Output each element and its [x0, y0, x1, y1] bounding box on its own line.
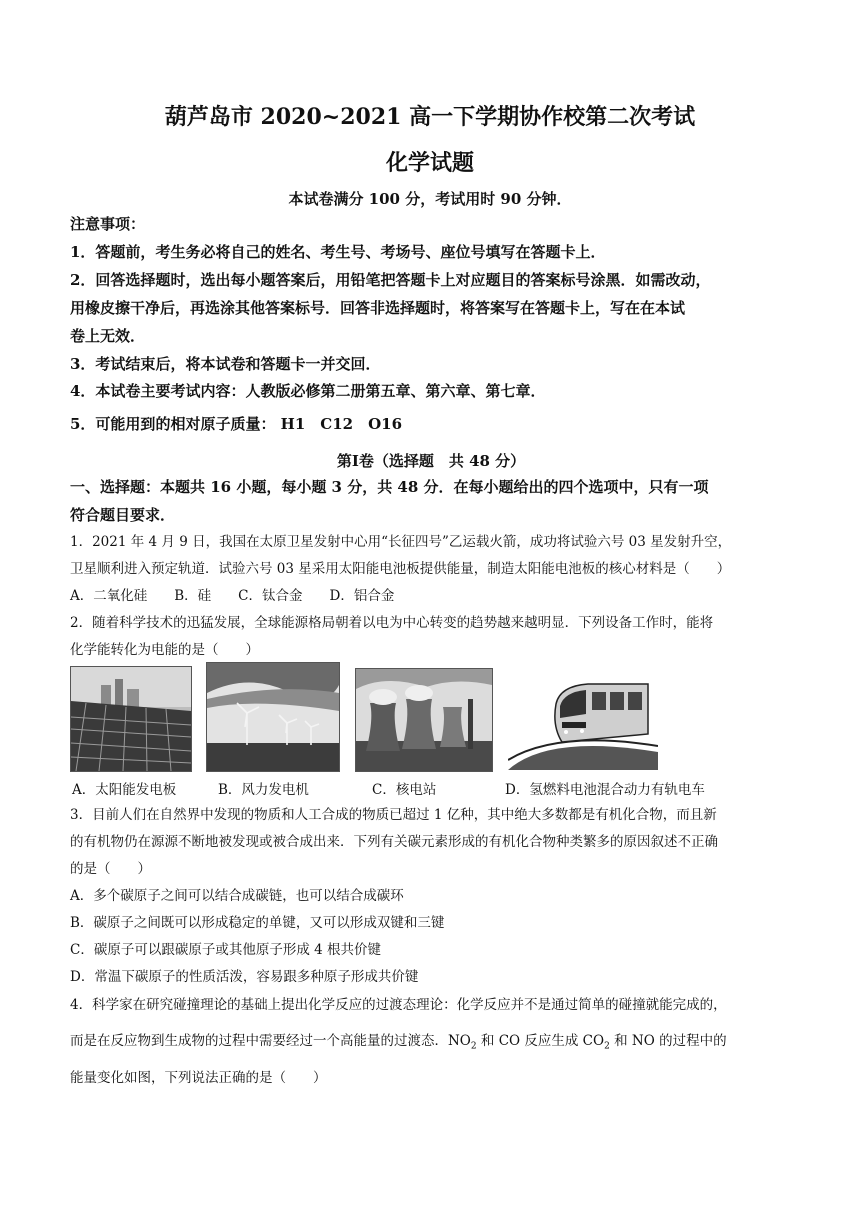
tram-photo — [508, 664, 658, 770]
q2-stem-b: 化学能转化为电能的是（ ） — [70, 642, 259, 658]
note-1: 1．答题前，考生务必将自己的姓名、考生号、考场号、座位号填写在答题卡上． — [70, 243, 606, 261]
exam-title: 葫芦岛市 2020~2021 高一下学期协作校第二次考试 — [164, 104, 696, 130]
q4-stem-a: 4．科学家在研究碰撞理论的基础上提出化学反应的过渡态理论：化学反应并不是通过简单的碰撞就能完成的， — [70, 997, 727, 1013]
q1-options: A．二氧化硅 B．硅 C．钛合金 D．铝合金 — [70, 588, 395, 604]
q2-option-b: B．风力发电机 — [218, 782, 309, 798]
q2-stem-a: 2．随着科学技术的迅猛发展，全球能源格局朝着以电为中心转变的趋势越来越明显．下列设备工作时，能将 — [70, 615, 714, 631]
note-2c: 卷上无效． — [70, 327, 146, 345]
q1-stem-b: 卫星顺利进入预定轨道．试验六号 03 星采用太阳能电池板提供能量，制造太阳能电池板的核心材料是（ ） — [70, 561, 731, 577]
section-instruction-b: 符合题目要求． — [70, 506, 176, 524]
notes-heading: 注意事项： — [70, 215, 146, 233]
section-instruction-a: 一、选择题：本题共 16 小题，每小题 3 分，共 48 分．在每小题给出的四个选项中，只有一项 — [70, 478, 709, 496]
note-3: 3．考试结束后，将本试卷和答题卡一并交回． — [70, 355, 381, 373]
q3-stem-b: 的有机物仍在源源不断地被发现或被合成出来．下列有关碳元素形成的有机化合物种类繁多的原因叙述不正确 — [70, 834, 718, 850]
q3-option-c: C．碳原子可以跟碳原子或其他原子形成 4 根共价键 — [70, 942, 382, 958]
co2-subscript: 2 — [604, 1041, 610, 1052]
q4-stem-c: 能量变化如图，下列说法正确的是（ ） — [70, 1070, 327, 1086]
q3-option-d: D．常温下碳原子的性质活泼，容易跟多种原子形成共价键 — [70, 969, 419, 985]
q4-stem-b — [70, 1031, 792, 1057]
q2-option-a: A．太阳能发电板 — [72, 782, 177, 798]
no2-subscript: 2 — [470, 1041, 477, 1052]
q4-stem-b1: 而是在反应物到生成物的过程中需要经过一个高能量的过渡态．NO — [70, 1033, 471, 1049]
q3-option-b: B．碳原子之间既可以形成稳定的单键，又可以形成双键和三键 — [70, 915, 445, 931]
note-5: 5．可能用到的相对原子质量： H1 C12 O16 — [70, 415, 403, 433]
q3-option-a: A．多个碳原子之间可以结合成碳链，也可以结合成碳环 — [70, 888, 404, 904]
q2-option-d: D．氢燃料电池混合动力有轨电车 — [505, 782, 705, 798]
q3-stem-c: 的是（ ） — [70, 861, 151, 877]
nuclear-plant-photo — [355, 668, 493, 772]
exam-subtitle: 化学试题 — [385, 150, 474, 176]
q2-option-c: C．核电站 — [372, 782, 437, 798]
q1-stem-a: 1．2021 年 4 月 9 日，我国在太原卫星发射中心用“长征四号”乙运载火箭，成功将试验六号 03 星发射升空， — [70, 534, 732, 550]
q3-stem-a: 3．目前人们在自然界中发现的物质和人工合成的物质已超过 1 亿种，其中绝大多数都是有机化合物，而且新 — [70, 807, 717, 823]
note-2b: 用橡皮擦干净后，再选涂其他答案标号．回答非选择题时，将答案写在答题卡上，写在在本试 — [70, 299, 686, 317]
wind-turbine-photo — [206, 662, 340, 772]
exam-info: 本试卷满分 100 分，考试用时 90 分钟． — [288, 190, 572, 208]
note-4: 4．本试卷主要考试内容：人教版必修第二册第五章、第六章、第七章． — [70, 382, 546, 400]
q4-stem-b3: 和 NO 的过程中的 — [609, 1033, 727, 1049]
note-2a: 2．回答选择题时，选出每小题答案后，用铅笔把答题卡上对应题目的答案标号涂黑．如需改动， — [70, 271, 711, 289]
q4-stem-b2: 和 CO 反应生成 CO — [476, 1033, 605, 1049]
solar-panel-photo — [70, 666, 192, 772]
section-title: 第Ⅰ卷（选择题 共 48 分） — [336, 452, 526, 470]
